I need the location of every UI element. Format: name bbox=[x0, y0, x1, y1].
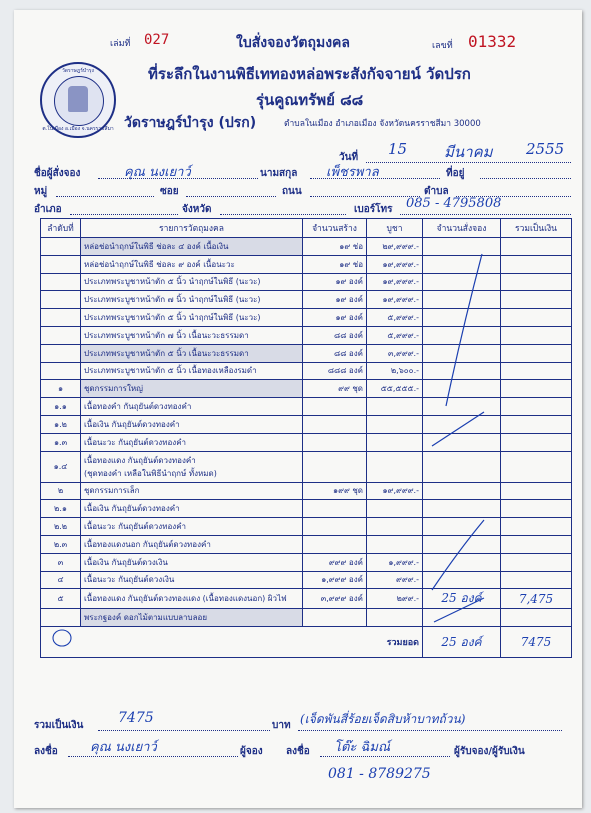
row-item: เนื้อทองแดง กันถุยันต์ดวงทองแดง (เนื้อทองแดงนอก) ผิวไฟ bbox=[81, 589, 303, 609]
number-label: เลขที่ bbox=[432, 41, 453, 51]
receiver-sign-label: ลงชื่อ bbox=[286, 746, 310, 757]
row-price: ๑๙,๙๙๙.- bbox=[367, 291, 423, 309]
orderer-sign-label: ลงชื่อ bbox=[34, 746, 58, 757]
row-no: ๑.๔ bbox=[41, 451, 81, 482]
row-qty: ๑๙ องค์ bbox=[303, 273, 367, 291]
receiver-signature: โต๊ะ ฉิมณ์ bbox=[334, 740, 391, 755]
row-no: ๒.๑ bbox=[41, 500, 81, 518]
orderer-signature: คุณ นงเยาว์ bbox=[90, 740, 157, 755]
row-item: ประเภทพระบูชาหน้าตัก ๕ นิ้ว นำฤกษ์ในพิธี (นะวะ) bbox=[81, 309, 303, 327]
phone-label: เบอร์โทร bbox=[354, 204, 393, 215]
row-item: ประเภทพระบูชาหน้าตัก ๗ นิ้ว เนื้อนะวะธรรมดา bbox=[81, 326, 303, 344]
total-amount: 7475 bbox=[501, 627, 572, 658]
order-form-page bbox=[14, 10, 582, 808]
row-item-line1: เนื้อทองแดง กันถุยันต์ดวงทองคำ bbox=[84, 455, 196, 465]
row-item: เนื้อเงิน กันถุยันต์ดวงทองคำ bbox=[81, 500, 303, 518]
row-price: ๒๙,๙๙๙.- bbox=[367, 238, 423, 256]
row-item: ประเภทพระบูชาหน้าตัก ๕ นิ้ว เนื้อนะวะธรรมดา bbox=[81, 344, 303, 362]
header-no: ลำดับที่ bbox=[41, 219, 81, 238]
header-qty: จำนวนสร้าง bbox=[303, 219, 367, 238]
temple-name: วัดราษฎร์บำรุง (ปรก) bbox=[124, 115, 257, 131]
phone-value: 085 - 4795808 bbox=[406, 196, 502, 211]
row-order: 25 องค์ bbox=[423, 589, 501, 609]
row-qty: ๑,๙๙๙ องค์ bbox=[303, 571, 367, 589]
temple-address: ตำบลในเมือง อำเภอเมือง จังหวัดนครราชสีมา 30000 bbox=[284, 119, 481, 129]
row-no: ๕ bbox=[41, 589, 81, 609]
road-label: ถนน bbox=[282, 186, 302, 197]
row-item: ประเภทพระบูชาหน้าตัก ๗ นิ้ว นำฤกษ์ในพิธี (นะวะ) bbox=[81, 291, 303, 309]
surname-label: นามสกุล bbox=[260, 168, 298, 179]
row-no: ๒.๓ bbox=[41, 535, 81, 553]
row-price: ๑,๙๙๙.- bbox=[367, 553, 423, 571]
orderer-role: ผู้จอง bbox=[240, 746, 263, 757]
district-label: อำเภอ bbox=[34, 204, 62, 215]
sum-label: รวมเป็นเงิน bbox=[34, 720, 84, 731]
row-item: เนื้อนะวะ กันถุยันต์ดวงทองคำ bbox=[81, 518, 303, 536]
row-item: พระกฐองค์ ดอกไม้ตามแบบลาบลอย bbox=[81, 609, 303, 627]
row-price: ๕,๙๙๙.- bbox=[367, 309, 423, 327]
province-label: จังหวัด bbox=[182, 204, 212, 215]
village-label: หมู่ bbox=[34, 186, 48, 197]
title-line-1: ที่ระลึกในงานพิธีเททองหล่อพระสังกัจจายน์ วัดปรก bbox=[148, 65, 471, 83]
row-qty: ๘๘ องค์ bbox=[303, 344, 367, 362]
row-item: เนื้อทองคำ กันถุยันต์ดวงทองคำ bbox=[81, 398, 303, 416]
title-line-2: รุ่นคูณทรัพย์ ๘๘ bbox=[256, 91, 364, 109]
year-value: 2555 bbox=[526, 140, 565, 158]
row-item: ประเภทพระบูชาหน้าตัก ๕ นิ้ว นำฤกษ์ในพิธี (นะวะ) bbox=[81, 273, 303, 291]
subdistrict-label: ตำบล bbox=[424, 186, 449, 197]
address-label: ที่อยู่ bbox=[446, 168, 465, 179]
pen-check-strokes bbox=[14, 10, 582, 808]
header-item: รายการวัตถุมงคล bbox=[81, 219, 303, 238]
row-no: ๓ bbox=[41, 553, 81, 571]
total-order: 25 องค์ bbox=[423, 627, 501, 658]
total-label: รวมยอด bbox=[41, 627, 423, 658]
row-item: ชุดกรรมการใหญ่ bbox=[81, 380, 303, 398]
row-qty: ๓,๙๙๙ องค์ bbox=[303, 589, 367, 609]
book-no: 027 bbox=[144, 32, 170, 48]
row-qty: ๑๙ ช่อ bbox=[303, 238, 367, 256]
header-order: จำนวนสั่งจอง bbox=[423, 219, 501, 238]
row-total: 7,475 bbox=[501, 589, 572, 609]
row-no: ๒ bbox=[41, 482, 81, 500]
row-item: เนื้อเงิน กันถุยันต์ดวงทองคำ bbox=[81, 415, 303, 433]
row-item: หล่อช่อนำฤกษ์ในพิธี ช่อละ ๙ องค์ เนื้อนะวะ bbox=[81, 255, 303, 273]
row-price: ๕๕,๕๕๕.- bbox=[367, 380, 423, 398]
row-qty: ๑๙ องค์ bbox=[303, 291, 367, 309]
row-item: เนื้อเงิน กันถุยันต์ดวงเงิน bbox=[81, 553, 303, 571]
row-price: ๙๙๙.- bbox=[367, 571, 423, 589]
row-no: ๑.๓ bbox=[41, 433, 81, 451]
row-price: ๒,๖๐๐.- bbox=[367, 362, 423, 380]
row-price: ๓,๙๙๙.- bbox=[367, 344, 423, 362]
logo-text-top: วัดราษฎร์บำรุง bbox=[62, 68, 94, 74]
orderer-name: คุณ นงเยาว์ bbox=[124, 165, 191, 180]
row-no: ๑.๒ bbox=[41, 415, 81, 433]
row-qty: ๘๘๘ องค์ bbox=[303, 362, 367, 380]
row-price: ๑๙,๙๙๙.- bbox=[367, 482, 423, 500]
surname-value: เพ็ชรพาล bbox=[326, 165, 379, 180]
baht-words: (เจ็ดพันสี่ร้อยเจ็ดสิบห้าบาทถ้วน) bbox=[300, 712, 466, 726]
month-value: มีนาคม bbox=[444, 143, 493, 161]
row-qty: ๘๘ องค์ bbox=[303, 326, 367, 344]
row-qty: ๑๙๙ ชุด bbox=[303, 482, 367, 500]
row-qty: ๙๙ ชุด bbox=[303, 380, 367, 398]
header-total: รวมเป็นเงิน bbox=[501, 219, 572, 238]
receiver-role: ผู้รับจอง/ผู้รับเงิน bbox=[454, 746, 525, 757]
row-price: ๒๙๙.- bbox=[367, 589, 423, 609]
row-no: ๔ bbox=[41, 571, 81, 589]
row-item: หล่อช่อนำฤกษ์ในพิธี ช่อละ ๔ องค์ เนื้อเงิน bbox=[81, 238, 303, 256]
book-no-label: เล่มที่ bbox=[110, 39, 131, 49]
orderer-label: ชื่อผู้สั่งจอง bbox=[34, 168, 81, 179]
row-no: ๒.๒ bbox=[41, 518, 81, 536]
form-number: 01332 bbox=[468, 32, 517, 51]
row-item: ชุดกรรมการเล็ก bbox=[81, 482, 303, 500]
sum-value: 7475 bbox=[118, 710, 154, 726]
row-no: ๑.๑ bbox=[41, 398, 81, 416]
row-item-line2: (ชุดทองคำ เหลือในพิธีนำฤกษ์ ทั้งหมด) bbox=[84, 468, 217, 478]
row-item: เนื้อนะวะ กันถุยันต์ดวงเงิน bbox=[81, 571, 303, 589]
row-qty: ๑๙ ช่อ bbox=[303, 255, 367, 273]
logo-text-bottom: ต.ในเมือง อ.เมือง จ.นครราชสีมา bbox=[42, 126, 114, 132]
row-qty: ๙๙๙ องค์ bbox=[303, 553, 367, 571]
row-price: ๑๙,๙๙๙.- bbox=[367, 255, 423, 273]
baht-label: บาท bbox=[272, 720, 291, 731]
row-price: ๕,๙๙๙.- bbox=[367, 326, 423, 344]
form-title: ใบสั่งจองวัตถุมงคล bbox=[236, 35, 350, 51]
row-item: ประเภทพระบูชาหน้าตัก ๕ นิ้ว เนื้อทองเหลืองรมดำ bbox=[81, 362, 303, 380]
header-price: บูชา bbox=[367, 219, 423, 238]
row-qty: ๑๙ องค์ bbox=[303, 309, 367, 327]
row-price: ๑๙,๙๙๙.- bbox=[367, 273, 423, 291]
row-item: เนื้อนะวะ กันถุยันต์ดวงทองคำ bbox=[81, 433, 303, 451]
soi-label: ซอย bbox=[160, 186, 179, 197]
receiver-phone: 081 - 8789275 bbox=[328, 766, 431, 782]
day-value: 15 bbox=[388, 140, 408, 158]
day-label: วันที่ bbox=[339, 152, 359, 163]
row-no: ๑ bbox=[41, 380, 81, 398]
row-item: เนื้อทองแดงนอก กันถุยันต์ดวงทองคำ bbox=[81, 535, 303, 553]
